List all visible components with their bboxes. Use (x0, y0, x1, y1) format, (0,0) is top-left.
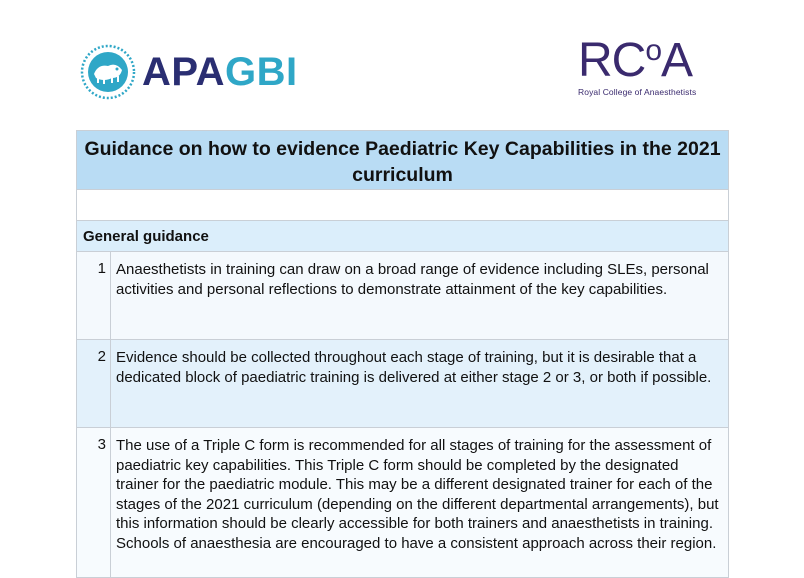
rcoa-mark-rc: RC (578, 34, 646, 87)
title-row (77, 131, 729, 190)
blank-cell (77, 190, 729, 221)
rcoa-mark-o: o (645, 34, 662, 67)
rcoa-wordmark (578, 36, 728, 85)
rcoa-logo (578, 36, 728, 97)
table-row (77, 428, 729, 578)
document-title: Guidance on how to evidence Paediatric Key Capabilities in the 2021 curriculum (77, 131, 729, 190)
apagbi-wordmark-part1: APA (142, 50, 225, 94)
table-row (77, 252, 729, 340)
apagbi-wordmark (142, 52, 298, 92)
section-heading: General guidance (77, 221, 729, 252)
rcoa-subtitle: Royal College of Anaesthetists (578, 87, 697, 97)
guidance-table (76, 130, 729, 578)
rcoa-mark-a: A (661, 34, 693, 87)
item-text: The use of a Triple C form is recommended for all stages of training for the assessment of paediatric key capabilities. This Triple C form should be completed by the designated trainer for the paediatric module. This may be a different designated trainer for each of the stages of the 2021 curriculum (depending on the different departmental arrangements), but this information should be clearly accessible for both trainers and anaesthetists in training. Schools of anaesthesia are encouraged to have a consistent approach across their region. (111, 428, 729, 578)
apagbi-logo (80, 44, 298, 100)
item-number: 3 (77, 428, 111, 578)
item-number: 2 (77, 340, 111, 428)
blank-row (77, 190, 729, 221)
apagbi-wordmark-part2: GBI (224, 50, 298, 94)
lion-emblem-icon (80, 44, 136, 100)
section-row (77, 221, 729, 252)
item-number: 1 (77, 252, 111, 340)
item-text: Evidence should be collected throughout each stage of training, but it is desirable that a dedicated block of paediatric training is delivered at either stage 2 or 3, or both if possible. (111, 340, 729, 428)
table-row (77, 340, 729, 428)
item-text: Anaesthetists in training can draw on a broad range of evidence including SLEs, personal activities and personal reflections to demonstrate attainment of the key capabilities. (111, 252, 729, 340)
